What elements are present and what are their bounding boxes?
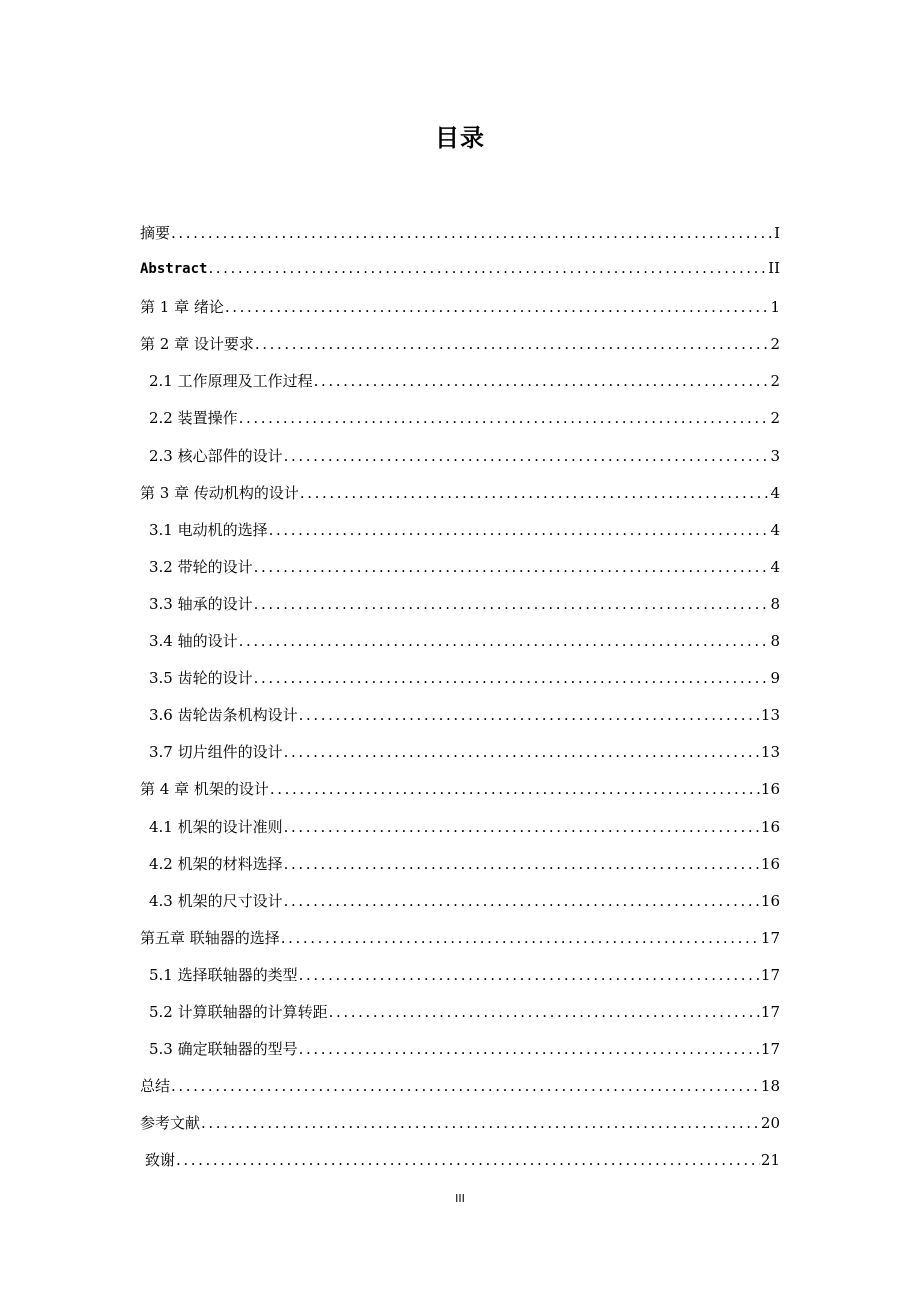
dot-leader xyxy=(314,372,770,390)
toc-entry[interactable] xyxy=(140,890,780,927)
toc-entry-page: 16 xyxy=(760,891,780,910)
dot-leader xyxy=(171,1077,760,1095)
toc-entry-page: 3 xyxy=(770,446,780,465)
dot-leader xyxy=(254,595,770,613)
toc-entry-page: 4 xyxy=(770,520,780,539)
toc-entry-label: 第 2 章 设计要求 xyxy=(140,335,254,354)
dot-leader xyxy=(300,484,770,502)
toc-entry-page: 16 xyxy=(760,854,780,873)
toc-entry-label: 2.1 工作原理及工作过程 xyxy=(149,372,313,391)
toc-entry-page: I xyxy=(774,224,780,242)
toc-entry[interactable] xyxy=(140,778,780,815)
toc-entry[interactable] xyxy=(140,1075,780,1112)
toc-entry[interactable] xyxy=(140,259,780,296)
dot-leader xyxy=(255,335,770,353)
toc-entry-page: II xyxy=(768,259,780,278)
dot-leader xyxy=(201,1114,760,1132)
toc-entry-page: 9 xyxy=(770,669,780,688)
toc-entry-page: 17 xyxy=(760,965,780,984)
toc-entry[interactable] xyxy=(140,630,780,667)
toc-entry-label: 5.2 计算联轴器的计算转距 xyxy=(149,1002,328,1021)
toc-entry-label: 2.2 装置操作 xyxy=(149,409,238,428)
toc-entry-page: 4 xyxy=(770,557,780,576)
toc-entry-label: 5.1 选择联轴器的类型 xyxy=(149,965,298,984)
toc-entry-label: 致谢 xyxy=(145,1151,176,1170)
toc-entry-label: Abstract xyxy=(140,261,208,278)
toc-entry[interactable] xyxy=(140,1149,780,1186)
toc-entry-page: 13 xyxy=(760,743,780,762)
dot-leader xyxy=(239,409,770,427)
toc-entry-label: 4.1 机架的设计准则 xyxy=(149,817,283,836)
toc-entry[interactable] xyxy=(140,1038,780,1075)
toc-entry[interactable] xyxy=(140,222,780,259)
toc-entry-label: 3.6 齿轮齿条机构设计 xyxy=(149,706,298,725)
dot-leader xyxy=(270,780,760,798)
dot-leader xyxy=(171,224,773,242)
page-title: 目录 xyxy=(435,124,485,152)
toc-entry[interactable] xyxy=(140,519,780,556)
dot-leader xyxy=(269,521,770,539)
toc-entry-label: 3.1 电动机的选择 xyxy=(149,520,268,539)
toc-entry-label: 4.3 机架的尺寸设计 xyxy=(149,891,283,910)
dot-leader xyxy=(299,966,760,984)
toc-entry[interactable] xyxy=(140,741,780,778)
dot-leader xyxy=(239,632,770,650)
toc-entry[interactable] xyxy=(140,296,780,333)
toc-entry[interactable] xyxy=(140,964,780,1001)
dot-leader xyxy=(284,892,760,910)
dot-leader xyxy=(284,855,760,873)
toc-entry[interactable] xyxy=(140,556,780,593)
page-number: III xyxy=(455,1192,465,1205)
toc-entry-label: 总结 xyxy=(140,1077,171,1096)
dot-leader xyxy=(284,818,760,836)
toc-entry-label: 第 3 章 传动机构的设计 xyxy=(140,483,299,502)
toc-entry[interactable] xyxy=(140,816,780,853)
toc-entry-label: 第五章 联轴器的选择 xyxy=(140,928,280,947)
toc-entry-page: 2 xyxy=(770,335,780,354)
toc-entry-label: 3.3 轴承的设计 xyxy=(149,594,253,613)
toc-entry-label: 第 1 章 绪论 xyxy=(140,298,224,317)
toc-entry[interactable] xyxy=(140,407,780,444)
dot-leader xyxy=(299,706,760,724)
toc-entry-page: 18 xyxy=(760,1077,780,1096)
toc-entry-label: 摘要 xyxy=(140,224,171,242)
toc-entry[interactable] xyxy=(140,667,780,704)
toc-entry[interactable] xyxy=(140,482,780,519)
toc-entry-page: 2 xyxy=(770,372,780,391)
toc-entry-page: 16 xyxy=(760,817,780,836)
toc-entry[interactable] xyxy=(140,927,780,964)
toc-entry[interactable] xyxy=(140,853,780,890)
toc-entry-page: 17 xyxy=(760,928,780,947)
toc-entry[interactable] xyxy=(140,445,780,482)
toc-entry-page: 8 xyxy=(770,594,780,613)
toc-entry-label: 参考文献 xyxy=(140,1114,201,1133)
toc-entry-page: 17 xyxy=(760,1002,780,1021)
toc-entry-label: 4.2 机架的材料选择 xyxy=(149,854,283,873)
dot-leader xyxy=(208,259,767,277)
toc-entry-label: 5.3 确定联轴器的型号 xyxy=(149,1040,298,1059)
toc-entry[interactable] xyxy=(140,333,780,370)
dot-leader xyxy=(254,669,770,687)
toc-entry[interactable] xyxy=(140,593,780,630)
toc-entry-label: 3.2 带轮的设计 xyxy=(149,557,253,576)
toc-entry[interactable] xyxy=(140,1001,780,1038)
toc-entry-label: 3.7 切片组件的设计 xyxy=(149,743,283,762)
dot-leader xyxy=(284,447,770,465)
toc-entry-page: 17 xyxy=(760,1040,780,1059)
toc-entry-label: 第 4 章 机架的设计 xyxy=(140,780,269,799)
toc-entry-label: 2.3 核心部件的设计 xyxy=(149,446,283,465)
dot-leader xyxy=(176,1151,760,1169)
toc-entry-page: 16 xyxy=(760,780,780,799)
dot-leader xyxy=(254,558,770,576)
toc-entry[interactable] xyxy=(140,370,780,407)
toc-entry-page: 20 xyxy=(760,1114,780,1133)
dot-leader xyxy=(284,743,760,761)
toc-entry-page: 1 xyxy=(770,298,780,317)
toc-entry-label: 3.5 齿轮的设计 xyxy=(149,669,253,688)
toc-entry-label: 3.4 轴的设计 xyxy=(149,632,238,651)
toc-entry-page: 13 xyxy=(760,706,780,725)
dot-leader xyxy=(225,298,770,316)
toc-entry-page: 2 xyxy=(770,409,780,428)
dot-leader xyxy=(299,1040,760,1058)
table-of-contents xyxy=(140,222,780,1186)
toc-entry-page: 8 xyxy=(770,632,780,651)
dot-leader xyxy=(281,929,760,947)
toc-entry[interactable] xyxy=(140,1112,780,1149)
dot-leader xyxy=(329,1003,760,1021)
toc-entry-page: 21 xyxy=(760,1151,780,1170)
toc-entry-page: 4 xyxy=(770,483,780,502)
toc-entry[interactable] xyxy=(140,704,780,741)
